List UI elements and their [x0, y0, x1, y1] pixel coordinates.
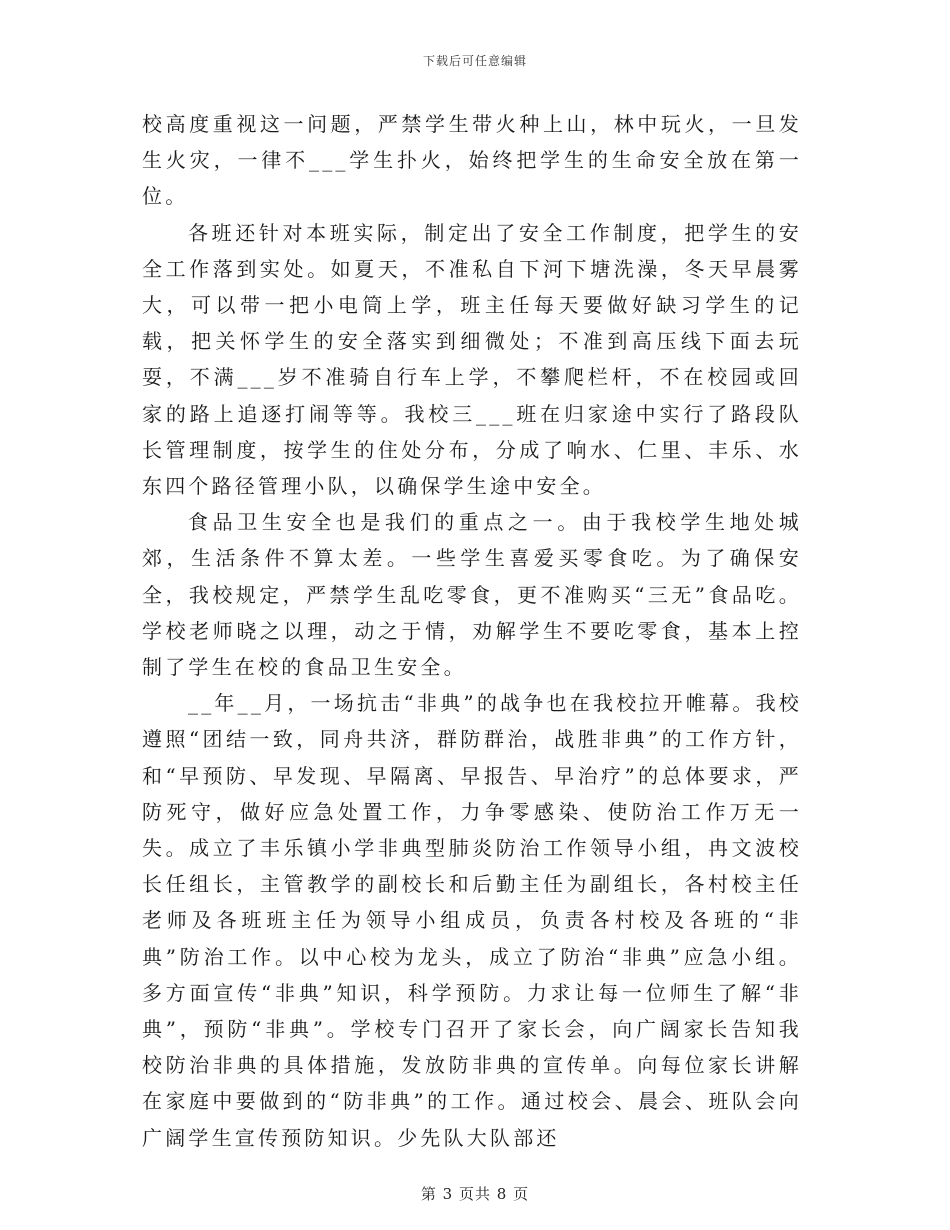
page-header: 下载后可任意编辑	[422, 54, 527, 68]
paragraph-4: __年__月，一场抗击“非典”的战争也在我校拉开帷幕。我校遵照“团结一致，同舟共济，群防群治，战胜非典”的工作方针，和“早预防、早发现、早隔离、早报告、早治疗”的总体要求，严防死守，做好应急处置工作，力争零感染、使防治工作万无一失。成立了丰乐镇小学非典型肺炎防治工作领导小组，冉文波校长任组长，主管教学的副校长和后勤主任为副组长，各村校主任老师及各班班主任为领导小组成员，负责各村校及各班的“非典”防治工作。以中心校为龙头，成立了防治“非典”应急小组。多方面宣传“非典”知识，科学预防。力求让每一位师生了解“非典”，预防“非典”。学校专门召开了家长会，向广阔家长告知我校防治非典的具体措施，发放防非典的宣传单。向每位家长讲解在家庭中要做到的“防非典”的工作。通过校会、晨会、班队会向广阔学生宣传预防知识。少先队大队部还	[142, 691, 802, 1150]
paragraph-3: 食品卫生安全也是我们的重点之一。由于我校学生地处城郊，生活条件不算太差。一些学生喜爱买零食吃。为了确保安全，我校规定，严禁学生乱吃零食，更不准购买“三无”食品吃。学校老师晓之以理，动之于情，劝解学生不要吃零食，基本上控制了学生在校的食品卫生安全。	[142, 510, 802, 680]
page-number: 第 3 页共 8 页	[420, 1185, 530, 1203]
document-body	[142, 106, 802, 1156]
paragraph-2: 各班还针对本班实际，制定出了安全工作制度，把学生的安全工作落到实处。如夏天，不准私自下河下塘洗澡，冬天早晨雾大，可以带一把小电筒上学，班主任每天要做好缺习学生的记载，把关怀学生的安全落实到细微处；不准到高压线下面去玩耍，不满___岁不准骑自行车上学，不攀爬栏杆，不在校园或回家的路上追逐打闹等等。我校三___班在归家途中实行了路段队长管理制度，按学生的住处分布，分成了响水、仁里、丰乐、水东四个路径管理小队，以确保学生途中安全。	[142, 220, 802, 499]
paragraph-1: 校高度重视这一问题，严禁学生带火种上山，林中玩火，一旦发生火灾，一律不___学生扑火，始终把学生的生命安全放在第一位。	[142, 112, 802, 209]
